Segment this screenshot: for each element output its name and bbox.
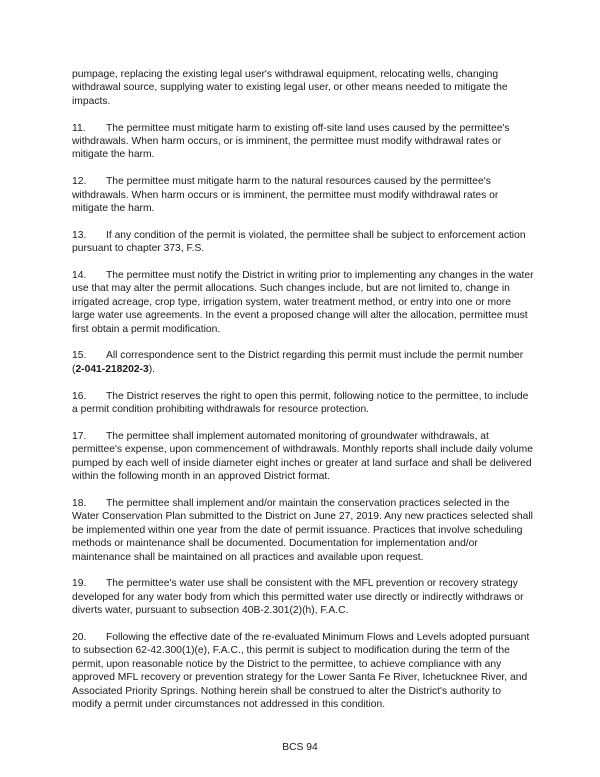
condition-text: The permittee must mitigate harm to the natural resources caused by the permittee's withdrawals. When harm occurs or is imminent, the permittee must modify withdrawal rates or mitigate the harm. <box>72 176 499 215</box>
condition-number: 20. <box>72 631 87 643</box>
condition-text-end: ). <box>148 363 156 375</box>
condition-20 <box>72 631 534 711</box>
permit-number: 2-041-218202-3 <box>75 363 149 375</box>
condition-12 <box>72 175 534 215</box>
condition-text: If any condition of the permit is violated, the permittee shall be subject to enforcement action pursuant to chapter 373, F.S. <box>72 229 526 255</box>
condition-text: The permittee must notify the District in writing prior to implementing any changes in the water use that may alter the permit allocations. Such changes include, but are not limited to, change in irrigated acreage, crop type, irrigation system, water treatment method, or entry into one or more large water use agreements. In the event a proposed change will alter the allocation, permittee must first obtain a permit modification. <box>72 270 534 335</box>
intro-paragraph: pumpage, replacing the existing legal user's withdrawal equipment, relocating wells, changing withdrawal source, supplying water to existing legal user, or other means needed to mitigate the impacts. <box>72 69 508 107</box>
condition-number: 11. <box>72 122 86 134</box>
condition-14 <box>72 269 534 336</box>
condition-11 <box>72 122 534 162</box>
condition-number: 13. <box>72 229 87 241</box>
condition-text: Following the effective date of the re-evaluated Minimum Flows and Levels adopted pursuant to subsection 62-42.300(1)(e), F.A.C., this permit is subject to modification during the term of the permit, upon reasonable notice by the District to the permittee, to achieve compliance with any approved MFL recovery or prevention strategy for the Lower Santa Fe River, Ichetucknee River, and Associated Priority Springs. Nothing herein shall be construed to alter the District's authority to modify a permit under circumstances not addressed in this condition. <box>72 631 530 710</box>
condition-18 <box>72 497 534 564</box>
condition-17 <box>72 430 534 484</box>
page-footer: BCS 94 <box>282 742 318 753</box>
condition-13 <box>72 229 534 256</box>
condition-16 <box>72 390 534 417</box>
condition-number: 19. <box>72 578 87 590</box>
condition-15 <box>72 349 534 376</box>
condition-text: The permittee's water use shall be consistent with the MFL prevention or recovery strategy developed for any water body from which this permitted water use directly or indirectly withdraws or diverts water, pursuant to subsection 40B-2.301(2)(h), F.A.C. <box>72 578 524 617</box>
condition-19 <box>72 577 534 617</box>
condition-number: 12. <box>72 176 87 188</box>
condition-text: The permittee shall implement and/or maintain the conservation practices selected in the Water Conservation Plan submitted to the District on June 27, 2019. Any new practices selected shall be implemented within one year from the date of permit issuance. Practices that involve scheduling methods or maintenance shall be documented. Documentation for implementation and/or maintenance shall be maintained on all practices and available upon request. <box>72 497 533 563</box>
condition-number: 15. <box>72 350 87 362</box>
condition-text: The District reserves the right to open this permit, following notice to the permittee, to include a permit condition prohibiting withdrawals for resource protection. <box>72 390 529 416</box>
condition-number: 18. <box>72 497 87 509</box>
condition-text: All correspondence sent to the District regarding this permit must include the permit number ( <box>72 350 524 375</box>
document-body <box>72 68 534 725</box>
condition-number: 14. <box>72 270 87 282</box>
condition-number: 16. <box>72 390 87 402</box>
condition-text: The permittee must mitigate harm to existing off-site land uses caused by the permittee's withdrawals. When harm occurs, or is imminent, the permittee must modify withdrawal rates or mitigate the harm. <box>72 122 510 161</box>
condition-text: The permittee shall implement automated monitoring of groundwater withdrawals, at permittee's expense, upon commencement of withdrawals. Monthly reports shall include daily volume pumped by each well of inside diameter eight inches or greater at land surface and shall be delivered within the following month in an approved District format. <box>72 430 533 483</box>
condition-number: 17. <box>72 430 87 442</box>
